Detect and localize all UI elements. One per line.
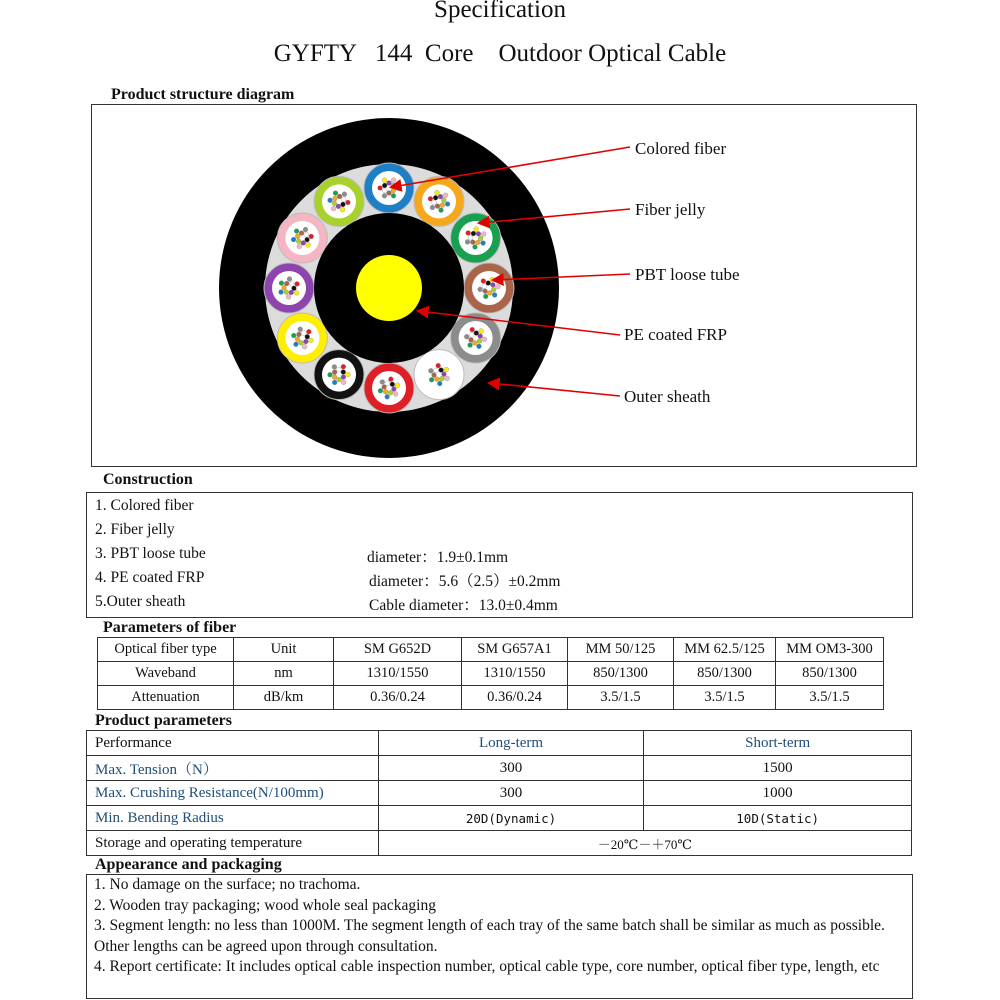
colored-fiber-dot: [301, 331, 306, 336]
colored-fiber-dot: [282, 285, 287, 290]
colored-fiber-dot: [440, 203, 445, 208]
colored-fiber-dot: [495, 284, 500, 289]
colored-fiber-dot: [481, 279, 486, 284]
table-cell: 300: [378, 781, 644, 806]
colored-fiber-dot: [289, 281, 294, 286]
colored-fiber-dot: [297, 332, 302, 337]
colored-fiber-dot: [441, 198, 446, 203]
colored-fiber-dot: [332, 380, 337, 385]
colored-fiber-dot: [474, 331, 479, 336]
colored-fiber-dot: [289, 290, 294, 295]
colored-fiber-dot: [478, 334, 483, 339]
colored-fiber-dot: [445, 376, 450, 381]
label-colored-fiber: Colored fiber: [635, 139, 727, 158]
colored-fiber-dot: [336, 204, 341, 209]
table-cell: MM 62.5/125: [674, 638, 776, 662]
colored-fiber-dot: [465, 240, 470, 245]
table-row: [98, 662, 884, 686]
colored-fiber-dot: [429, 377, 434, 382]
colored-fiber-dot: [295, 337, 300, 342]
construction-heading: Construction: [103, 471, 193, 488]
colored-fiber-dot: [468, 343, 473, 348]
page-subtitle: GYFTY 144 Core Outdoor Optical Cable: [273, 40, 727, 67]
colored-fiber-dot: [432, 200, 437, 205]
colored-fiber-dot: [295, 234, 300, 239]
colored-fiber-dot: [294, 291, 299, 296]
table-cell: dB/km: [234, 686, 334, 710]
loose-tube-inner: [322, 358, 356, 392]
table-cell: 1000: [644, 781, 912, 806]
table-cell: 0.36/0.24: [462, 686, 568, 710]
colored-fiber-dot: [332, 370, 337, 375]
loose-tube-inner: [285, 321, 319, 355]
construction-item-spec: diameter：1.9±0.1mm: [367, 549, 509, 566]
colored-fiber-dot: [341, 370, 346, 375]
construction-item-name: 3. PBT loose tube: [95, 545, 206, 562]
table-cell: 300: [378, 756, 644, 781]
colored-fiber-dot: [481, 232, 486, 237]
table-cell: Max. Crushing Resistance(N/100mm): [87, 781, 379, 806]
table-row: [87, 731, 912, 756]
colored-fiber-dot: [304, 232, 309, 237]
colored-fiber-dot: [341, 202, 346, 207]
colored-fiber-dot: [385, 394, 390, 399]
loose-tube-inner: [459, 221, 493, 255]
colored-fiber-dot: [474, 227, 479, 232]
colored-fiber-dot: [299, 340, 304, 345]
colored-fiber-dot: [391, 178, 396, 183]
colored-fiber-dot: [380, 380, 385, 385]
colored-fiber-dot: [298, 327, 303, 332]
table-cell: 3.5/1.5: [776, 686, 884, 710]
colored-fiber-dot: [341, 197, 346, 202]
table-cell: Unit: [234, 638, 334, 662]
colored-fiber-dot: [301, 241, 306, 246]
colored-fiber-dot: [341, 380, 346, 385]
loose-tube-inner: [472, 271, 506, 305]
colored-fiber-dot: [481, 241, 486, 246]
colored-fiber-dot: [428, 368, 433, 373]
colored-fiber-dot: [442, 372, 447, 377]
table-cell: 850/1300: [674, 662, 776, 686]
colored-fiber-dot: [332, 375, 337, 380]
colored-fiber-dot: [302, 344, 307, 349]
table-cell: 3.5/1.5: [674, 686, 776, 710]
colored-fiber-dot: [287, 277, 292, 282]
table-cell: 1310/1550: [462, 662, 568, 686]
colored-fiber-dot: [309, 338, 314, 343]
label-pe-coated-frp: PE coated FRP: [624, 325, 727, 344]
table-cell: 1310/1550: [334, 662, 462, 686]
colored-fiber-dot: [439, 376, 444, 381]
colored-fiber-dot: [340, 207, 345, 212]
structure-diagram: [91, 104, 917, 467]
colored-fiber-dot: [436, 363, 441, 368]
table-cell: 850/1300: [568, 662, 674, 686]
appearance-item: 3. Segment length: no less than 1000M. The segment length of each tray of the same batch shall be similar as much as possible. Other lengths can be agreed upon through consultation.: [94, 917, 885, 955]
fiber-params-heading: Parameters of fiber: [103, 619, 237, 636]
appearance-list: [86, 874, 913, 999]
colored-fiber-dot: [468, 235, 473, 240]
colored-fiber-dot: [479, 329, 484, 334]
colored-fiber-dot: [482, 284, 487, 289]
appearance-item: 4. Report certificate: It includes optical cable inspection number, optical cable type, core number, optical fiber type, length, etc: [94, 958, 880, 975]
table-cell: SM G657A1: [462, 638, 568, 662]
colored-fiber-dot: [346, 372, 351, 377]
colored-fiber-dot: [332, 201, 337, 206]
colored-fiber-dot: [477, 344, 482, 349]
colored-fiber-dot: [486, 281, 491, 286]
colored-fiber-dot: [382, 183, 387, 188]
construction-item-name: 2. Fiber jelly: [95, 521, 175, 538]
colored-fiber-dot: [328, 198, 333, 203]
colored-fiber-dot: [491, 287, 496, 292]
table-cell: Storage and operating temperature: [87, 831, 379, 856]
colored-fiber-dot: [296, 239, 301, 244]
colored-fiber-dot: [292, 286, 297, 291]
colored-fiber-dot: [294, 342, 299, 347]
cable-cross-section: [92, 105, 916, 466]
appearance-item: 2. Wooden tray packaging; wood whole seal packaging: [94, 896, 436, 914]
table-cell: Max. Tension（N）: [87, 756, 379, 781]
table-row: [87, 781, 912, 806]
loose-tube-inner: [285, 221, 319, 255]
colored-fiber-dot: [434, 377, 439, 382]
colored-fiber-dot: [490, 282, 495, 287]
construction-item-spec: diameter：5.6（2.5）±0.2mm: [369, 573, 561, 590]
colored-fiber-dot: [297, 244, 302, 249]
colored-fiber-dot: [483, 289, 488, 294]
colored-fiber-dot: [284, 290, 289, 295]
colored-fiber-dot: [346, 200, 351, 205]
colored-fiber-dot: [291, 333, 296, 338]
colored-fiber-dot: [391, 387, 396, 392]
construction-item-name: 1. Colored fiber: [95, 497, 194, 514]
colored-fiber-dot: [286, 295, 291, 300]
loose-tube-inner: [272, 271, 306, 305]
colored-fiber-dot: [487, 291, 492, 296]
table-cell: Attenuation: [98, 686, 234, 710]
table-cell: 850/1300: [776, 662, 884, 686]
table-row: [98, 638, 884, 662]
colored-fiber-dot: [464, 334, 469, 339]
label-outer-sheath: Outer sheath: [624, 387, 711, 406]
table-cell: Min. Bending Radius: [87, 806, 379, 831]
colored-fiber-dot: [466, 231, 471, 236]
colored-fiber-dot: [439, 208, 444, 213]
table-cell: 1500: [644, 756, 912, 781]
loose-tube-inner: [322, 184, 356, 218]
colored-fiber-dot: [435, 190, 440, 195]
colored-fiber-dot: [299, 231, 304, 236]
colored-fiber-dot: [445, 202, 450, 207]
colored-fiber-dot: [477, 339, 482, 344]
colored-fiber-dot: [331, 206, 336, 211]
colored-fiber-dot: [388, 377, 393, 382]
colored-fiber-dot: [385, 381, 390, 386]
colored-fiber-dot: [482, 337, 487, 342]
colored-fiber-dot: [478, 287, 483, 292]
colored-fiber-dot: [490, 277, 495, 282]
colored-fiber-dot: [291, 237, 296, 242]
colored-fiber-dot: [387, 181, 392, 186]
table-cell: MM OM3-300: [776, 638, 884, 662]
colored-fiber-dot: [337, 377, 342, 382]
colored-fiber-dot: [391, 193, 396, 198]
colored-fiber-dot: [391, 188, 396, 193]
colored-fiber-dot: [337, 194, 342, 199]
table-row: [87, 831, 912, 856]
colored-fiber-dot: [492, 293, 497, 298]
colored-fiber-dot: [305, 237, 310, 242]
colored-fiber-dot: [439, 368, 444, 373]
table-cell: MM 50/125: [568, 638, 674, 662]
colored-fiber-dot: [437, 381, 442, 386]
colored-fiber-dot: [279, 290, 284, 295]
label-fiber-jelly: Fiber jelly: [635, 200, 706, 219]
colored-fiber-dot: [443, 193, 448, 198]
table-row: [87, 806, 912, 831]
colored-fiber-dot: [390, 382, 395, 387]
fiber-params-table: [97, 637, 884, 710]
page-title: Specification: [434, 0, 566, 23]
colored-fiber-dot: [341, 364, 346, 369]
appearance-heading: Appearance and packaging: [95, 856, 282, 873]
table-cell: 3.5/1.5: [568, 686, 674, 710]
loose-tube-inner: [372, 171, 406, 205]
product-params-table: [86, 730, 912, 856]
loose-tube-inner: [459, 321, 493, 355]
loose-tube-inner: [372, 371, 406, 405]
diagram-heading: Product structure diagram: [111, 86, 295, 103]
colored-fiber-dot: [433, 195, 438, 200]
colored-fiber-dot: [469, 333, 474, 338]
frp-core: [356, 255, 422, 321]
colored-fiber-dot: [294, 229, 299, 234]
loose-tube-inner: [422, 358, 456, 392]
colored-fiber-dot: [332, 364, 337, 369]
table-cell: －20℃－＋70℃: [378, 831, 911, 856]
colored-fiber-dot: [470, 240, 475, 245]
table-header-cell: Short-term: [644, 731, 912, 756]
colored-fiber-dot: [382, 385, 387, 390]
loose-tube-inner: [422, 184, 456, 218]
colored-fiber-dot: [478, 236, 483, 241]
table-cell: 20D(Dynamic): [378, 806, 644, 831]
colored-fiber-dot: [305, 334, 310, 339]
colored-fiber-dot: [303, 339, 308, 344]
colored-fiber-dot: [382, 188, 387, 193]
colored-fiber-dot: [475, 240, 480, 245]
product-params-heading: Product parameters: [95, 712, 232, 729]
colored-fiber-dot: [444, 367, 449, 372]
colored-fiber-dot: [337, 367, 342, 372]
table-header-cell: Long-term: [378, 731, 644, 756]
colored-fiber-dot: [295, 282, 300, 287]
colored-fiber-dot: [428, 196, 433, 201]
table-cell: 10D(Static): [644, 806, 912, 831]
colored-fiber-dot: [469, 337, 474, 342]
colored-fiber-dot: [382, 178, 387, 183]
colored-fiber-dot: [279, 281, 284, 286]
colored-fiber-dot: [395, 383, 400, 388]
table-row: [87, 756, 912, 781]
table-cell: SM G652D: [334, 638, 462, 662]
colored-fiber-dot: [438, 194, 443, 199]
table-cell: Waveband: [98, 662, 234, 686]
colored-fiber-dot: [471, 231, 476, 236]
colored-fiber-dot: [383, 389, 388, 394]
colored-fiber-dot: [306, 242, 311, 247]
colored-fiber-dot: [328, 372, 333, 377]
construction-item-name: 4. PE coated FRP: [95, 569, 205, 586]
colored-fiber-dot: [342, 192, 347, 197]
construction-item-name: 5.Outer sheath: [95, 593, 186, 610]
table-header-cell: Performance: [87, 731, 379, 756]
table-row: [98, 686, 884, 710]
colored-fiber-dot: [341, 375, 346, 380]
colored-fiber-dot: [476, 231, 481, 236]
construction-list: [86, 492, 913, 618]
colored-fiber-dot: [434, 368, 439, 373]
colored-fiber-dot: [284, 281, 289, 286]
colored-fiber-dot: [306, 329, 311, 334]
colored-fiber-dot: [388, 390, 393, 395]
colored-fiber-dot: [473, 341, 478, 346]
label-pbt-loose-tube: PBT loose tube: [635, 265, 740, 284]
colored-fiber-dot: [303, 227, 308, 232]
colored-fiber-dot: [473, 245, 478, 250]
colored-fiber-dot: [430, 205, 435, 210]
colored-fiber-dot: [387, 191, 392, 196]
colored-fiber-dot: [393, 392, 398, 397]
colored-fiber-dot: [470, 327, 475, 332]
colored-fiber-dot: [432, 373, 437, 378]
colored-fiber-dot: [333, 191, 338, 196]
table-cell: nm: [234, 662, 334, 686]
table-cell: Optical fiber type: [98, 638, 234, 662]
table-cell: 0.36/0.24: [334, 686, 462, 710]
colored-fiber-dot: [483, 294, 488, 299]
colored-fiber-dot: [435, 204, 440, 209]
colored-fiber-dot: [382, 193, 387, 198]
appearance-item: 1. No damage on the surface; no trachoma.: [94, 876, 361, 893]
colored-fiber-dot: [378, 388, 383, 393]
construction-item-spec: Cable diameter：13.0±0.4mm: [369, 597, 558, 614]
colored-fiber-dot: [333, 196, 338, 201]
colored-fiber-dot: [378, 186, 383, 191]
colored-fiber-dot: [309, 234, 314, 239]
